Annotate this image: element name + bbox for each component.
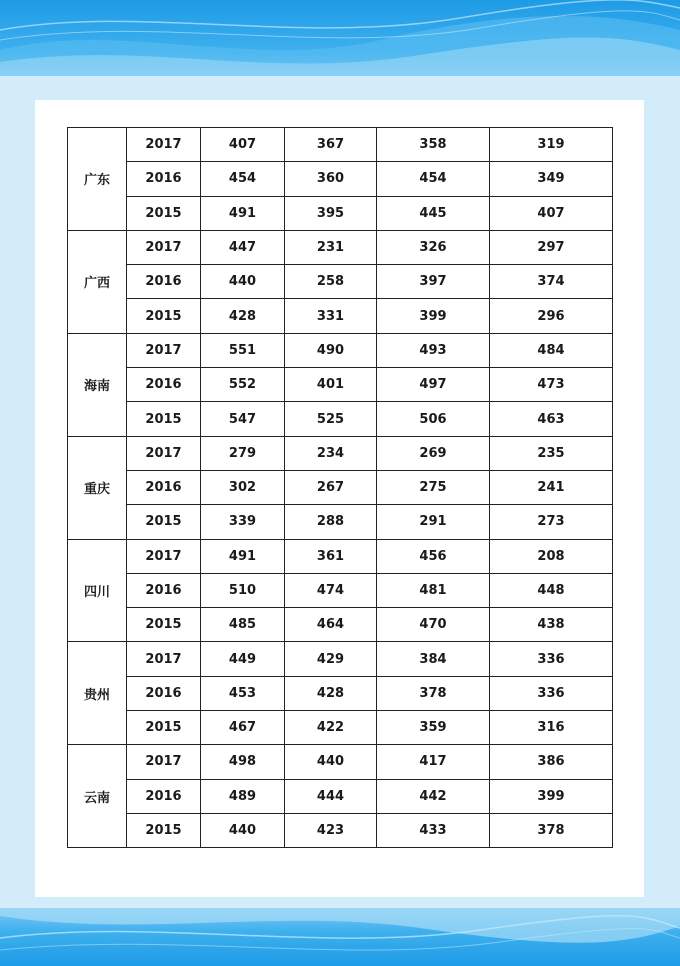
table-row (68, 299, 613, 333)
score-cell: 336 (490, 642, 613, 676)
year-cell: 2017 (127, 642, 201, 676)
table-row (68, 436, 613, 470)
score-cell: 453 (201, 676, 285, 710)
score-cell: 235 (490, 436, 613, 470)
score-cell: 267 (285, 470, 377, 504)
year-cell: 2016 (127, 470, 201, 504)
score-cell: 498 (201, 745, 285, 779)
score-cell: 336 (490, 676, 613, 710)
score-cell: 349 (490, 162, 613, 196)
table-row (68, 162, 613, 196)
score-cell: 470 (377, 608, 490, 642)
table-row (68, 676, 613, 710)
score-cell: 378 (490, 813, 613, 847)
wave-decoration-top (0, 0, 680, 76)
score-cell: 445 (377, 196, 490, 230)
score-cell: 552 (201, 368, 285, 402)
score-cell: 269 (377, 436, 490, 470)
province-cell: 重庆 (68, 436, 127, 539)
table-row (68, 230, 613, 264)
score-cell: 454 (201, 162, 285, 196)
score-cell: 361 (285, 539, 377, 573)
province-cell: 云南 (68, 745, 127, 848)
top-wave-banner (0, 0, 680, 76)
score-cell: 208 (490, 539, 613, 573)
year-cell: 2017 (127, 128, 201, 162)
score-cell: 297 (490, 230, 613, 264)
score-cell: 374 (490, 265, 613, 299)
score-cell: 456 (377, 539, 490, 573)
score-cell: 331 (285, 299, 377, 333)
score-cell: 447 (201, 230, 285, 264)
table-row (68, 608, 613, 642)
score-cell: 442 (377, 779, 490, 813)
table-row (68, 402, 613, 436)
score-cell: 491 (201, 196, 285, 230)
score-cell: 551 (201, 333, 285, 367)
year-cell: 2015 (127, 711, 201, 745)
table-row (68, 368, 613, 402)
score-cell: 316 (490, 711, 613, 745)
score-cell: 444 (285, 779, 377, 813)
table-row (68, 573, 613, 607)
score-cell: 241 (490, 470, 613, 504)
score-cell: 506 (377, 402, 490, 436)
score-cell: 484 (490, 333, 613, 367)
score-cell: 464 (285, 608, 377, 642)
table-row (68, 196, 613, 230)
score-cell: 525 (285, 402, 377, 436)
score-cell: 339 (201, 505, 285, 539)
score-cell: 448 (490, 573, 613, 607)
year-cell: 2015 (127, 402, 201, 436)
score-cell: 360 (285, 162, 377, 196)
score-cell: 467 (201, 711, 285, 745)
year-cell: 2017 (127, 230, 201, 264)
score-cell: 358 (377, 128, 490, 162)
province-cell: 广东 (68, 128, 127, 231)
score-cell: 399 (377, 299, 490, 333)
score-cell: 288 (285, 505, 377, 539)
year-cell: 2015 (127, 196, 201, 230)
year-cell: 2015 (127, 505, 201, 539)
table-row (68, 779, 613, 813)
year-cell: 2016 (127, 573, 201, 607)
score-cell: 438 (490, 608, 613, 642)
score-cell: 395 (285, 196, 377, 230)
score-cell: 547 (201, 402, 285, 436)
year-cell: 2016 (127, 676, 201, 710)
score-cell: 489 (201, 779, 285, 813)
score-table (67, 127, 613, 848)
year-cell: 2016 (127, 265, 201, 299)
table-row (68, 813, 613, 847)
table-row (68, 642, 613, 676)
score-cell: 454 (377, 162, 490, 196)
score-cell: 319 (490, 128, 613, 162)
score-cell: 273 (490, 505, 613, 539)
score-cell: 367 (285, 128, 377, 162)
score-cell: 231 (285, 230, 377, 264)
score-cell: 359 (377, 711, 490, 745)
score-cell: 440 (285, 745, 377, 779)
table-row (68, 333, 613, 367)
score-cell: 429 (285, 642, 377, 676)
score-cell: 291 (377, 505, 490, 539)
year-cell: 2017 (127, 333, 201, 367)
score-cell: 423 (285, 813, 377, 847)
score-cell: 275 (377, 470, 490, 504)
score-cell: 399 (490, 779, 613, 813)
score-cell: 258 (285, 265, 377, 299)
year-cell: 2015 (127, 608, 201, 642)
score-cell: 279 (201, 436, 285, 470)
wave-decoration-bottom (0, 908, 680, 966)
score-cell: 510 (201, 573, 285, 607)
score-cell: 378 (377, 676, 490, 710)
score-cell: 490 (285, 333, 377, 367)
table-row (68, 505, 613, 539)
province-cell: 海南 (68, 333, 127, 436)
year-cell: 2016 (127, 368, 201, 402)
score-cell: 422 (285, 711, 377, 745)
score-cell: 296 (490, 299, 613, 333)
score-cell: 428 (285, 676, 377, 710)
table-row (68, 745, 613, 779)
year-cell: 2016 (127, 779, 201, 813)
score-cell: 326 (377, 230, 490, 264)
score-cell: 474 (285, 573, 377, 607)
score-cell: 234 (285, 436, 377, 470)
score-cell: 493 (377, 333, 490, 367)
score-cell: 449 (201, 642, 285, 676)
score-cell: 485 (201, 608, 285, 642)
score-cell: 397 (377, 265, 490, 299)
score-cell: 384 (377, 642, 490, 676)
score-cell: 473 (490, 368, 613, 402)
year-cell: 2015 (127, 299, 201, 333)
province-cell: 广西 (68, 230, 127, 333)
year-cell: 2017 (127, 539, 201, 573)
province-cell: 贵州 (68, 642, 127, 745)
score-cell: 497 (377, 368, 490, 402)
score-cell: 440 (201, 265, 285, 299)
table-row (68, 128, 613, 162)
score-cell: 491 (201, 539, 285, 573)
score-cell: 417 (377, 745, 490, 779)
score-cell: 463 (490, 402, 613, 436)
score-cell: 428 (201, 299, 285, 333)
province-cell: 四川 (68, 539, 127, 642)
table-row (68, 711, 613, 745)
table-row (68, 470, 613, 504)
score-cell: 401 (285, 368, 377, 402)
year-cell: 2015 (127, 813, 201, 847)
table-row (68, 539, 613, 573)
score-cell: 407 (201, 128, 285, 162)
year-cell: 2017 (127, 745, 201, 779)
score-cell: 440 (201, 813, 285, 847)
score-cell: 433 (377, 813, 490, 847)
score-cell: 481 (377, 573, 490, 607)
score-cell: 302 (201, 470, 285, 504)
table-row (68, 265, 613, 299)
year-cell: 2016 (127, 162, 201, 196)
score-cell: 386 (490, 745, 613, 779)
score-cell: 407 (490, 196, 613, 230)
year-cell: 2017 (127, 436, 201, 470)
bottom-wave-banner (0, 908, 680, 966)
